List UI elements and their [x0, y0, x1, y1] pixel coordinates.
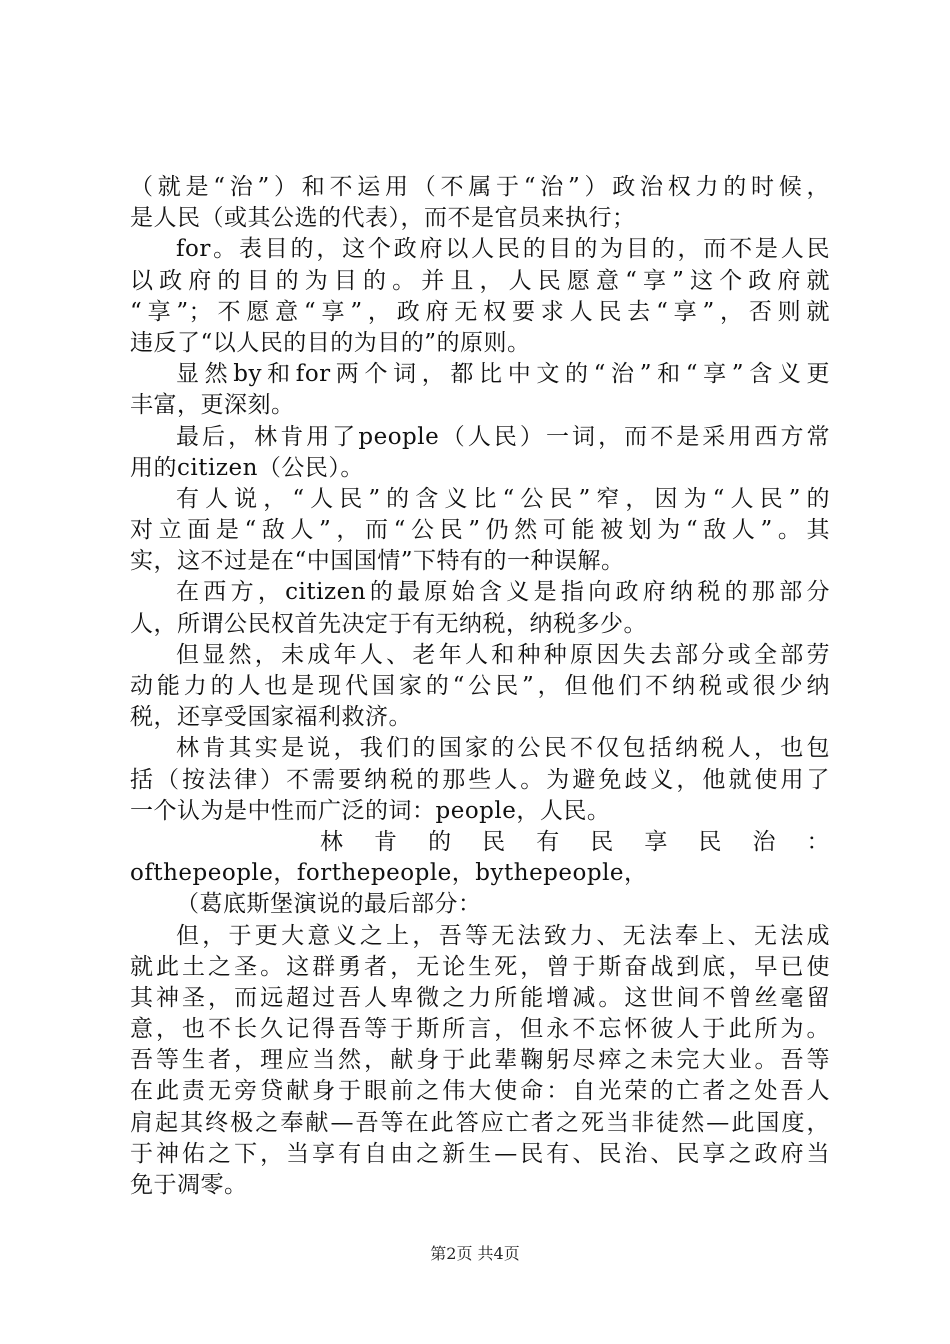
text-line: for。表目的，这个政府以人民的目的为目的，而不是人民 [176, 236, 830, 263]
text-line: 肩起其终极之奉献—吾等在此答应亡者之死当非徒然—此国度， [130, 1109, 830, 1136]
text-line: 其神圣，而远超过吾人卑微之力所能增减。这世间不曾丝毫留 [130, 984, 830, 1011]
text-line: 一个认为是中性而广泛的词：people，人民。 [130, 797, 611, 824]
text-line: 最后，林肯用了people（人民）一词，而不是采用西方常 [176, 423, 830, 450]
text-line: 用的citizen（公民）。 [130, 454, 364, 481]
text-line: 吾等生者，理应当然，献身于此辈鞠躬尽瘁之未完大业。吾等 [130, 1047, 830, 1074]
text-line: 是人民（或其公选的代表），而不是官员来执行； [130, 205, 636, 232]
text-line: 在西方，citizen的最原始含义是指向政府纳税的那部分 [176, 579, 830, 606]
heading-line: 林肯的民有民享民治： [320, 828, 830, 855]
text-line: 显然by和for两个词，都比中文的“治”和“享”含义更 [176, 361, 830, 388]
text-line: 但显然，未成年人、老年人和种种原因失去部分或全部劳 [176, 641, 830, 668]
text-line: 丰富，更深刻。 [130, 392, 295, 419]
text-line: “享”；不愿意“享”，政府无权要求人民去“享”，否则就 [130, 298, 830, 325]
text-line: 免于凋零。 [130, 1172, 248, 1198]
text-line: 动能力的人也是现代国家的“公民”，但他们不纳税或很少纳 [130, 673, 830, 699]
text-line: ofthepeople，forthepeople，bythepeople， [130, 860, 648, 887]
text-line: 林肯其实是说，我们的国家的公民不仅包括纳税人，也包 [176, 735, 830, 762]
text-line: 意，也不长久记得吾等于斯所言，但永不忘怀彼人于此所为。 [130, 1016, 830, 1043]
text-line: 违反了“以人民的目的为目的”的原则。 [130, 329, 531, 356]
text-line: 对立面是“敌人”，而“公民”仍然可能被划为“敌人”。其 [130, 517, 830, 544]
text-line: 括（按法律）不需要纳税的那些人。为避免歧义，他就使用了 [130, 766, 830, 793]
text-line: 于神佑之下，当享有自由之新生—民有、民治、民享之政府当 [130, 1140, 830, 1167]
text-line: （葛底斯堡演说的最后部分： [176, 891, 482, 918]
text-line: 实，这不过是在“中国国情”下特有的一种误解。 [130, 548, 625, 575]
text-line: 税，还享受国家福利救济。 [130, 704, 412, 731]
text-line: 以政府的目的为目的。并且，人民愿意“享”这个政府就 [130, 267, 830, 294]
document-body [130, 172, 830, 1201]
text-line: （就是“治”）和不运用（不属于“治”）政治权力的时候， [130, 174, 830, 200]
page-number: 第2页 共4页 [430, 1244, 520, 1263]
text-line: 就此土之圣。这群勇者，无论生死，曾于斯奋战到底，早已使 [130, 953, 830, 980]
text-line: 但，于更大意义之上，吾等无法致力、无法奉上、无法成 [176, 922, 830, 949]
text-line: 在此责无旁贷献身于眼前之伟大使命：自光荣的亡者之处吾人 [130, 1078, 830, 1105]
text-line: 有人说，“人民”的含义比“公民”窄，因为“人民”的 [176, 485, 830, 512]
text-line: 人，所谓公民权首先决定于有无纳税，纳税多少。 [130, 610, 647, 637]
